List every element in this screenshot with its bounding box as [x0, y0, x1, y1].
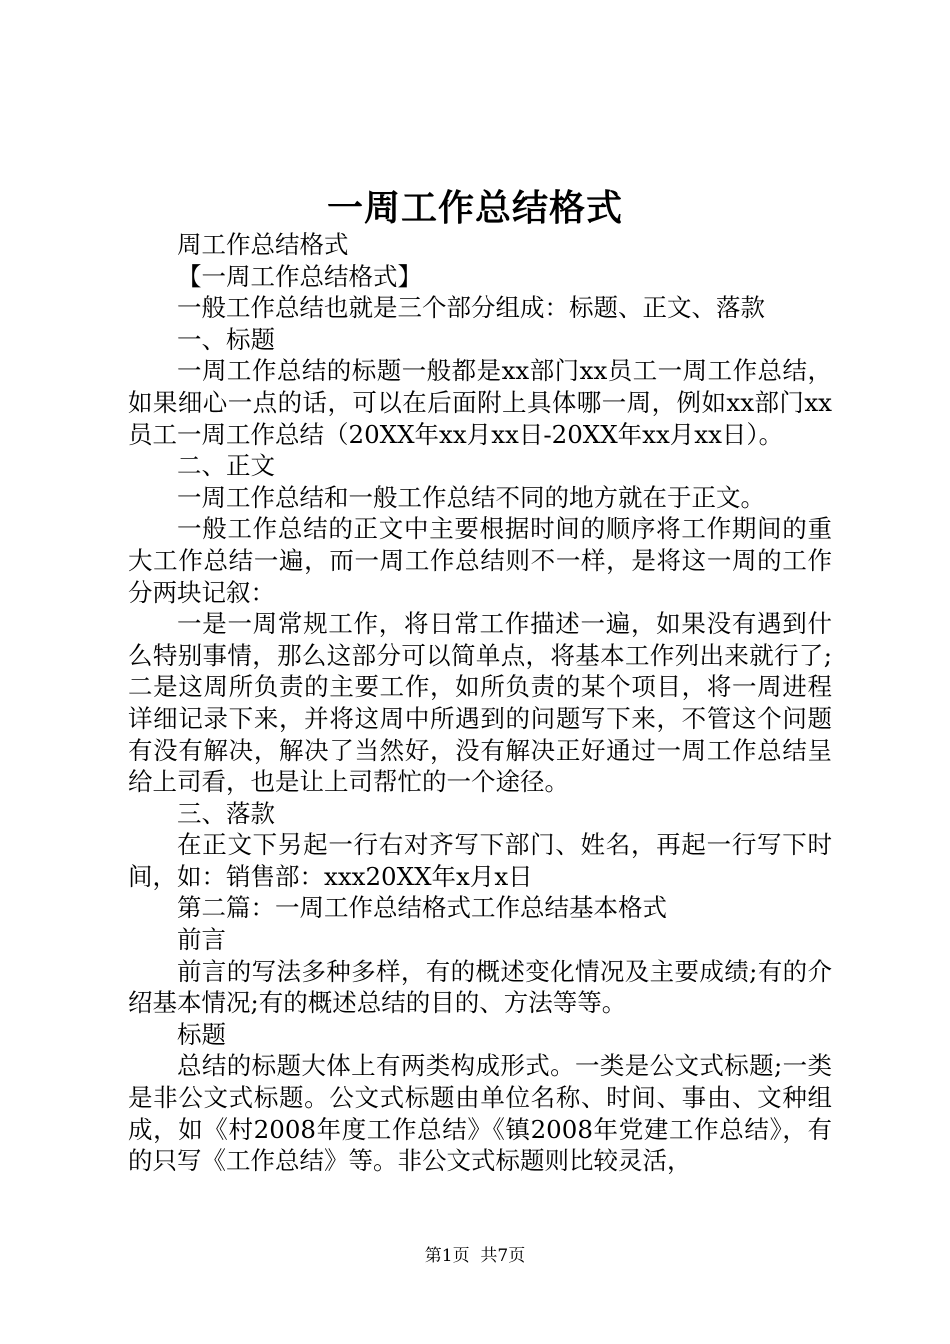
paragraph: 【一周工作总结格式】 — [177, 261, 422, 291]
section-heading: 标题 — [177, 1019, 226, 1049]
paragraph: 一般工作总结也就是三个部分组成：标题、正文、落款 — [177, 293, 765, 323]
paragraph: 一是一周常规工作，将日常工作描述一遍，如果没有遇到什么特别事情，那么这部分可以简单点，将基本工作列出来就行了;二是这周所负责的主要工作，如所负责的某个项目，将一周进程详细记录下来，并将这周中所遇到的问题写下来，不管这个问题有没有解决，解决了当然好，没有解决正好通过一周工作总结呈给上司看，也是让上司帮忙的一个途径。 — [128, 609, 832, 797]
section-heading: 二、正文 — [177, 451, 275, 481]
document-title: 一周工作总结格式 — [326, 187, 623, 229]
section-heading: 一、标题 — [177, 324, 275, 354]
paragraph: 一周工作总结和一般工作总结不同的地方就在于正文。 — [177, 482, 765, 512]
document-body — [128, 229, 832, 1177]
chapter-heading: 第二篇：一周工作总结格式工作总结基本格式 — [177, 893, 667, 923]
section-heading: 三、落款 — [177, 798, 275, 828]
paragraph: 一般工作总结的正文中主要根据时间的顺序将工作期间的重大工作总结一遍，而一周工作总结则不一样，是将这一周的工作分两块记叙： — [128, 514, 832, 607]
page-number-footer: 第1页 共7页 — [424, 1246, 526, 1266]
paragraph: 总结的标题大体上有两类构成形式。一类是公文式标题;一类是非公文式标题。公文式标题由单位名称、时间、事由、文种组成，如《村2008年度工作总结》《镇2008年党建工作总结》，有的只写《工作总结》等。非公文式标题则比较灵活， — [128, 1051, 832, 1176]
paragraph: 一周工作总结的标题一般都是xx部门xx员工一周工作总结，如果细心一点的话，可以在后面附上具体哪一周，例如xx部门xx员工一周工作总结（20XX年xx月xx日-20XX年xx月xx日）。 — [128, 356, 832, 449]
section-heading: 前言 — [177, 925, 226, 955]
paragraph: 前言的写法多种多样，有的概述变化情况及主要成绩;有的介绍基本情况;有的概述总结的目的、方法等等。 — [128, 956, 832, 1018]
paragraph: 在正文下另起一行右对齐写下部门、姓名，再起一行写下时间，如：销售部：xxx20XX年x月x日 — [128, 830, 832, 891]
paragraph: 周工作总结格式 — [177, 230, 349, 259]
